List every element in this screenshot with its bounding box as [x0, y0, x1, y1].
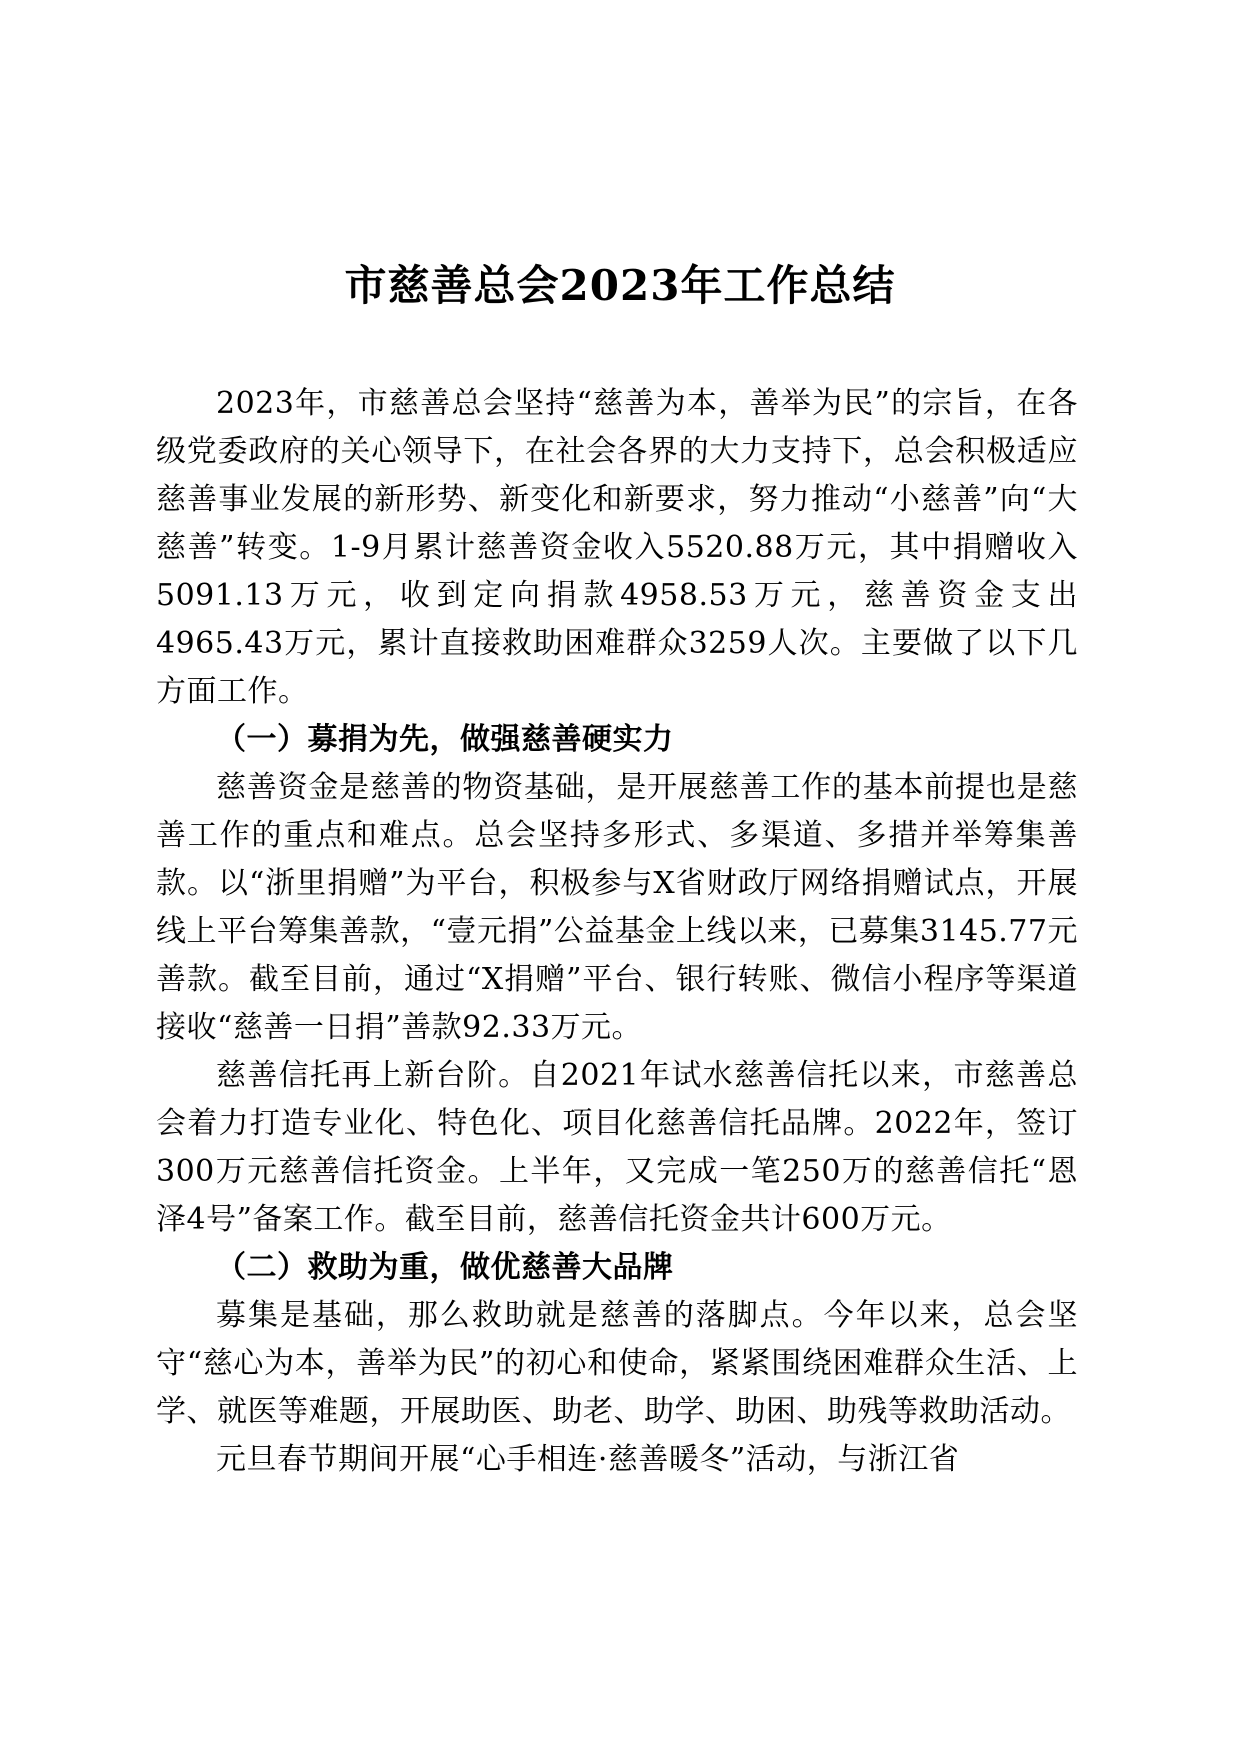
paragraph-relief: 募集是基础，那么救助就是慈善的落脚点。今年以来，总会坚守“慈心为本，善举为民”的初心和使命，紧紧围绕困难群众生活、上学、就医等难题，开展助医、助老、助学、助困、助残等救助活动。: [156, 1298, 1078, 1429]
paragraph-winter-activity: 元旦春节期间开展“心手相连·慈善暖冬”活动，与浙江省: [216, 1442, 960, 1477]
section-heading-1: （一）募捐为先，做强慈善硬实力: [216, 722, 674, 757]
document-body: [156, 380, 1078, 1484]
paragraph-trust: 慈善信托再上新台阶。自2021年试水慈善信托以来，市慈善总会着力打造专业化、特色化、项目化慈善信托品牌。2022年，签订300万元慈善信托资金。上半年，又完成一笔250万的慈善信托“恩泽4号”备案工作。截至目前，慈善信托资金共计600万元。: [156, 1058, 1078, 1237]
paragraph-fundraising: 慈善资金是慈善的物资基础，是开展慈善工作的基本前提也是慈善工作的重点和难点。总会坚持多形式、多渠道、多措并举筹集善款。以“浙里捐赠”为平台，积极参与X省财政厅网络捐赠试点，开展线上平台筹集善款，“壹元捐”公益基金上线以来，已募集3145.77元善款。截至目前，通过“X捐赠”平台、银行转账、微信小程序等渠道接收“慈善一日捐”善款92.33万元。: [156, 770, 1078, 1045]
paragraph-intro: 2023年，市慈善总会坚持“慈善为本，善举为民”的宗旨，在各级党委政府的关心领导下，在社会各界的大力支持下，总会积极适应慈善事业发展的新形势、新变化和新要求，努力推动“小慈善”向“大慈善”转变。1-9月累计慈善资金收入5520.88万元，其中捐赠收入5091.13万元，收到定向捐款4958.53万元，慈善资金支出4965.43万元，累计直接救助困难群众3259人次。主要做了以下几方面工作。: [156, 386, 1078, 709]
section-heading-2: （二）救助为重，做优慈善大品牌: [216, 1250, 674, 1285]
page-title: 市慈善总会2023年工作总结: [344, 261, 896, 310]
